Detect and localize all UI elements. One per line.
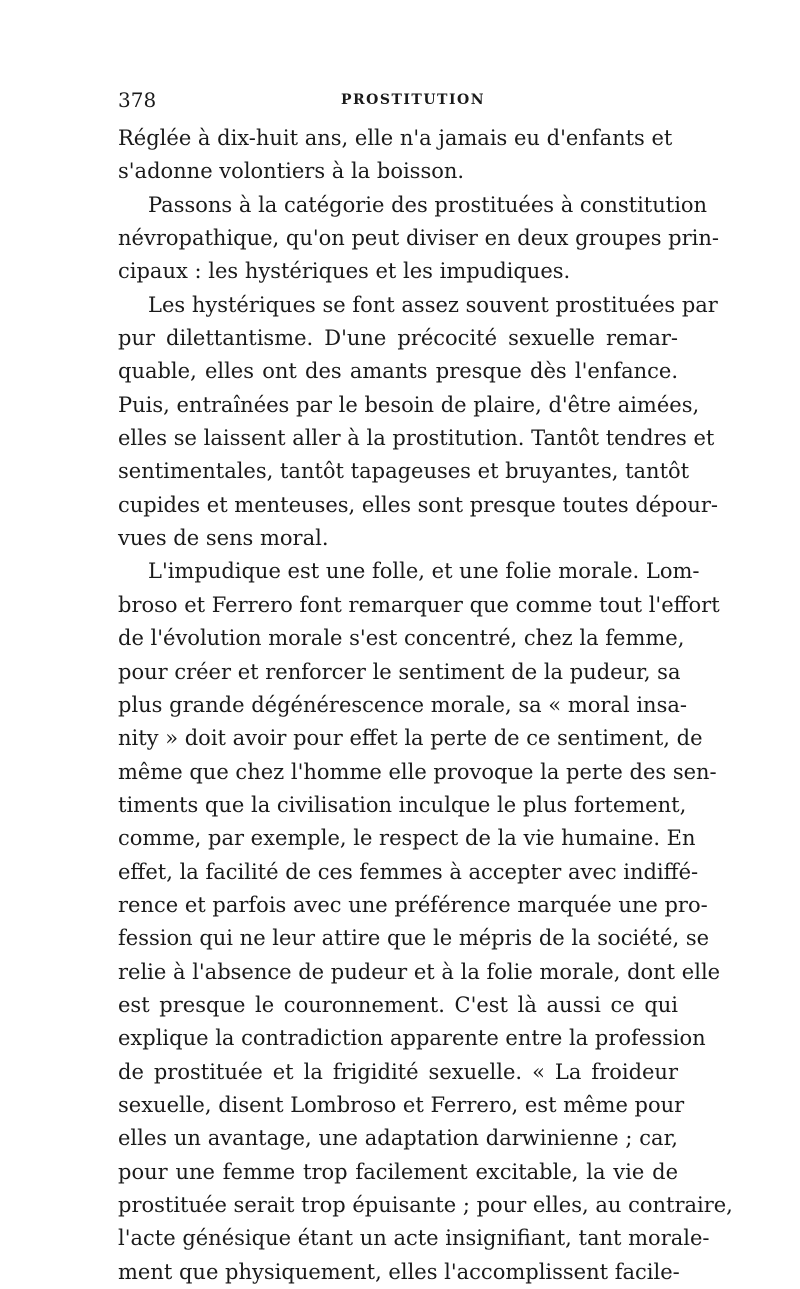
- text-line: même que chez l'homme elle provoque la perte des sen-: [118, 759, 717, 784]
- text-line: de prostituée et la frigidité sexuelle. « La froideur: [118, 1059, 678, 1084]
- text-line: sexuelle, disent Lombroso et Ferrero, est même pour: [118, 1092, 685, 1117]
- text-line: pur dilettantisme. D'une précocité sexuelle remar-: [118, 326, 678, 351]
- text-line: prostituée serait trop épuisante ; pour elles, au contraire,: [118, 1193, 733, 1217]
- running-head: [118, 88, 678, 118]
- text-line: névropathique, qu'on peut diviser en deux groupes prin-: [118, 226, 719, 251]
- text-line: pour créer et renforcer le sentiment de la pudeur, sa: [118, 659, 681, 684]
- text-line: plus grande dégénérescence morale, sa « moral insa-: [118, 692, 687, 717]
- text-line: Puis, entraînées par le besoin de plaire, d'être aimées,: [118, 392, 700, 417]
- text-line: quable, elles ont des amants presque dès l'enfance.: [118, 359, 678, 384]
- text-line: de l'évolution morale s'est concentré, chez la femme,: [118, 626, 685, 651]
- text-line: l'acte génésique étant un acte insignifiant, tant morale-: [118, 1226, 710, 1251]
- text-line: relie à l'absence de pudeur et à la folie morale, dont elle: [118, 959, 721, 984]
- text-line: comme, par exemple, le respect de la vie humaine. En: [118, 826, 696, 851]
- text-line: rence et parfois avec une préférence marquée une pro-: [118, 892, 708, 917]
- text-line: Réglée à dix-huit ans, elle n'a jamais eu d'enfants et: [118, 126, 673, 150]
- text-line: cipaux : les hystériques et les impudiques.: [118, 259, 571, 284]
- text-line: pour une femme trop facilement excitable, la vie de: [118, 1159, 678, 1184]
- text-line: Passons à la catégorie des prostituées à constitution: [148, 192, 708, 217]
- text-line: vues de sens moral.: [118, 526, 329, 551]
- text-line: s'adonne volontiers à la boisson.: [118, 159, 465, 184]
- text-line: nity » doit avoir pour effet la perte de ce sentiment, de: [118, 726, 703, 751]
- running-title: PROSTITUTION: [341, 92, 486, 108]
- text-line: est presque le couronnement. C'est là aussi ce qui: [118, 992, 678, 1017]
- text-line: elles un avantage, une adaptation darwinienne ; car,: [118, 1126, 678, 1151]
- text-line: broso et Ferrero font remarquer que comme tout l'effort: [118, 592, 720, 617]
- text-line: elles se laissent aller à la prostitution. Tantôt tendres et: [118, 426, 715, 451]
- text-line: explique la contradiction apparente entre la profession: [118, 1026, 706, 1051]
- text-line: timents que la civilisation inculque le plus fortement,: [118, 792, 687, 817]
- text-line: ment que physiquement, elles l'accomplissent facile-: [118, 1259, 680, 1284]
- page-number: 378: [118, 88, 157, 112]
- text-line: L'impudique est une folle, et une folie morale. Lom-: [148, 559, 700, 584]
- text-line: Les hystériques se font assez souvent prostituées par: [148, 292, 718, 317]
- body-text: [118, 122, 733, 1289]
- text-line: sentimentales, tantôt tapageuses et bruyantes, tantôt: [118, 459, 690, 484]
- text-line: fession qui ne leur attire que le mépris de la société, se: [118, 926, 710, 951]
- text-line: effet, la facilité de ces femmes à accepter avec indiffé-: [118, 859, 699, 884]
- text-line: cupides et menteuses, elles sont presque toutes dépour-: [118, 492, 718, 517]
